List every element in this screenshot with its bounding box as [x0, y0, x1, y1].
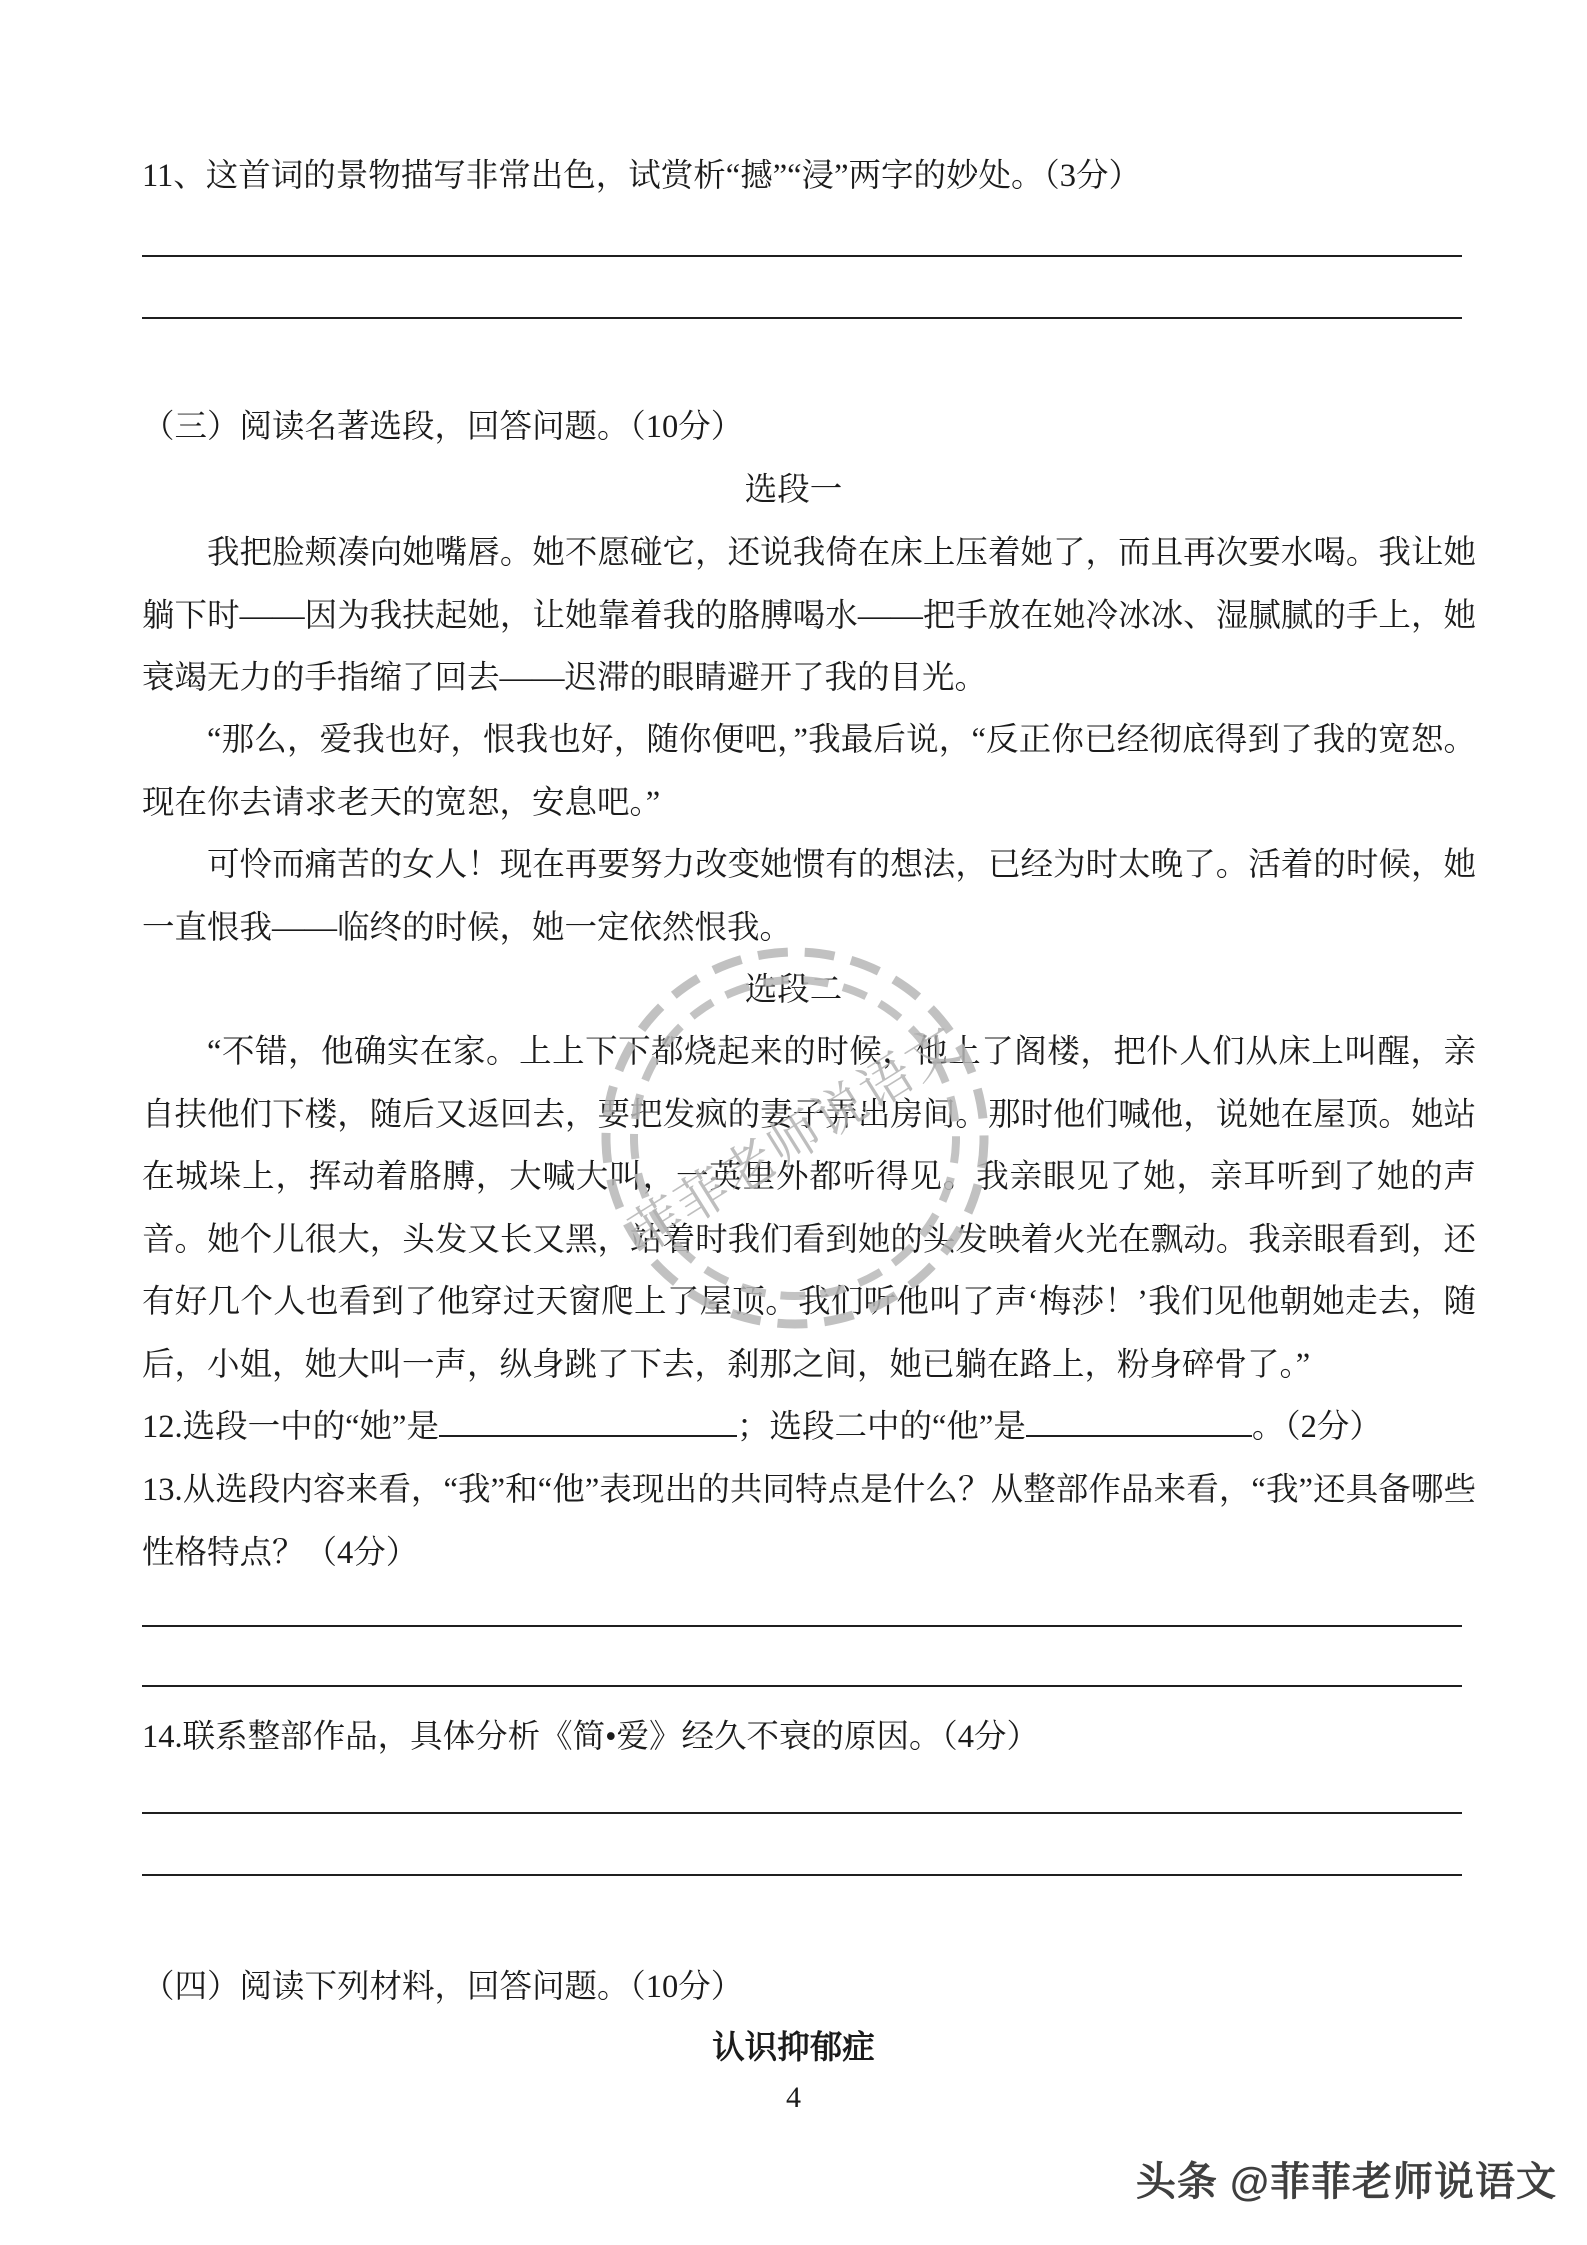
teacher-stamp-watermark [595, 938, 995, 1338]
footer-watermark: 头条 @菲菲老师说语文 [1135, 2160, 1557, 2204]
question-11: 11、这首词的景物描写非常出色，试赏析“撼”“浸”两字的妙处。（3分） [142, 158, 1141, 194]
material-title: 认识抑郁症 [712, 2030, 875, 2066]
answer-line [142, 255, 1462, 257]
excerpt-1-paragraph: 我把脸颊凑向她嘴唇。她不愿碰它，还说我倚在床上压着她了，而且再次要水喝。我让她躺下时——因为我扶起她，让她靠着我的胳膊喝水——把手放在她冷冰冰、湿腻腻的手上，她衰竭无力的手指缩了回去——迟滞的眼睛避开了我的目光。 [142, 535, 1476, 696]
answer-line [142, 1625, 1462, 1627]
section-4-heading: （四）阅读下列材料，回答问题。（10分） [142, 1969, 744, 2005]
section-3-heading: （三）阅读名著选段，回答问题。（10分） [142, 409, 744, 445]
answer-line [142, 1874, 1462, 1876]
question-12-prefix: 12.选段一中的“她”是 [142, 1409, 439, 1445]
question-14: 14.联系整部作品，具体分析《简•爱》经久不衰的原因。（4分） [142, 1719, 1040, 1755]
answer-line [142, 1812, 1462, 1814]
question-12-suffix: 。（2分） [1251, 1409, 1382, 1445]
question-12-blank-2 [1026, 1399, 1252, 1437]
question-12-blank-1 [439, 1399, 737, 1437]
stamp-text: 菲菲老师说语文 [620, 1014, 972, 1264]
answer-line [142, 317, 1462, 319]
page-number: 4 [786, 2081, 801, 2114]
question-13: 13.从选段内容来看，“我”和“他”表现出的共同特点是什么？从整部作品来看，“我”还具备哪些性格特点？（4分） [142, 1472, 1476, 1571]
excerpt-2-paragraph: “不错，他确实在家。上上下下都烧起来的时候，他上了阁楼，把仆人们从床上叫醒，亲自扶他们下楼，随后又返回去，要把发疯的妻子弄出房间。那时他们喊他，说她在屋顶。她站在城垛上，挥动着胳膊，大喊大叫，一英里外都听得见。我亲眼见了她，亲耳听到了她的声音。她个儿很大，头发又长又黑，站着时我们看到她的头发映着火光在飘动。我亲眼看到，还有好几个人也看到了他穿过天窗爬上了屋顶。我们听他叫了声‘梅莎！’我们见他朝她走去，随后，小姐，她大叫一声，纵身跳了下去，刹那之间，她已躺在路上，粉身碎骨了。” [142, 1034, 1476, 1383]
question-12-middle: ；选段二中的“他”是 [736, 1409, 1026, 1445]
question-12 [142, 1396, 1476, 1459]
excerpt-1-paragraph: 可怜而痛苦的女人！现在再要努力改变她惯有的想法，已经为时太晚了。活着的时候，她一直恨我——临终的时候，她一定依然恨我。 [142, 847, 1476, 946]
excerpt-1-title: 选段一 [744, 472, 843, 508]
answer-line [142, 1685, 1462, 1687]
excerpt-1-paragraph: “那么，爱我也好，恨我也好，随你便吧，”我最后说，“反正你已经彻底得到了我的宽恕。现在你去请求老天的宽恕，安息吧。” [142, 722, 1476, 821]
excerpt-2-title: 选段二 [744, 972, 843, 1008]
